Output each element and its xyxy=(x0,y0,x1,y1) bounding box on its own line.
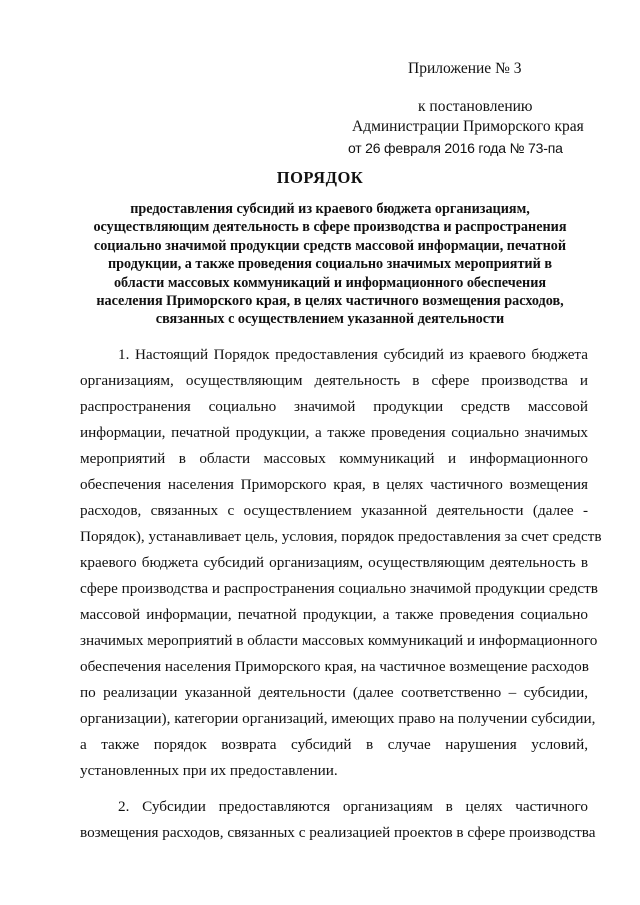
paragraph-line: мероприятий в области массовых коммуникаций и информационного xyxy=(80,450,588,467)
paragraph-line: массовой информации, печатной продукции, а также проведения социально xyxy=(80,606,588,623)
subtitle-line: области массовых коммуникаций и информационного обеспечения xyxy=(113,274,547,291)
paragraph-line: 2. Субсидии предоставляются организациям в целях частичного xyxy=(118,798,588,815)
subtitle-line: осуществляющим деятельность в сфере производства и распространения xyxy=(93,219,567,236)
paragraph-line: информации, печатной продукции, а также проведения социально значимых xyxy=(80,424,588,441)
paragraph-line: сфере производства и распространения социально значимой продукции средств xyxy=(80,580,598,597)
paragraph-line: установленных при их предоставлении. xyxy=(80,762,338,779)
document-title: ПОРЯДОК xyxy=(276,168,364,187)
resolution-date-number: от 26 февраля 2016 года № 73-па xyxy=(348,140,563,156)
paragraph-line: расходов, связанных с осуществлением указанной деятельности (далее - xyxy=(80,502,588,519)
paragraph-line: Порядок), устанавливает цель, условия, порядок предоставления за счет средств xyxy=(80,528,602,545)
paragraph-line: возмещения расходов, связанных с реализацией проектов в сфере производства xyxy=(80,824,596,841)
subtitle-line: населения Приморского края, в целях частичного возмещения расходов, xyxy=(96,293,564,310)
document-body xyxy=(80,342,602,846)
issuing-authority: Администрации Приморского края xyxy=(352,118,584,135)
paragraph-line: организациям, осуществляющим деятельность в сфере производства и xyxy=(80,372,588,389)
appendix-number: Приложение № 3 xyxy=(408,60,522,77)
paragraph-line: краевого бюджета субсидий организациям, осуществляющим деятельность в xyxy=(80,554,588,571)
paragraph-line: по реализации указанной деятельности (далее соответственно – субсидии, xyxy=(80,684,588,701)
paragraph-line: организации), категории организаций, имеющих право на получении субсидии, xyxy=(80,710,596,727)
subtitle-line: связанных с осуществлением указанной деятельности xyxy=(155,311,505,328)
paragraph-line: а также порядок возврата субсидий в случае нарушения условий, xyxy=(80,736,588,753)
subtitle-line: продукции, а также проведения социально значимых мероприятий в xyxy=(107,256,552,273)
subtitle-line: предоставления субсидий из краевого бюджета организациям, xyxy=(130,201,530,217)
paragraph-line: распространения социально значимой продукции средств массовой xyxy=(80,398,588,415)
paragraph-line: обеспечения населения Приморского края, на частичное возмещение расходов xyxy=(80,658,589,675)
paragraph-2 xyxy=(80,794,596,846)
resolution-reference: к постановлению xyxy=(418,98,533,115)
paragraph-line: значимых мероприятий в области массовых коммуникаций и информационного xyxy=(80,632,598,649)
paragraph-1 xyxy=(80,342,602,784)
document-subtitle xyxy=(70,200,590,329)
paragraph-line: 1. Настоящий Порядок предоставления субсидий из краевого бюджета xyxy=(118,346,588,363)
paragraph-line: обеспечения населения Приморского края, в целях частичного возмещения xyxy=(80,476,588,493)
subtitle-line: социально значимой продукции средств массовой информации, печатной xyxy=(93,237,567,254)
